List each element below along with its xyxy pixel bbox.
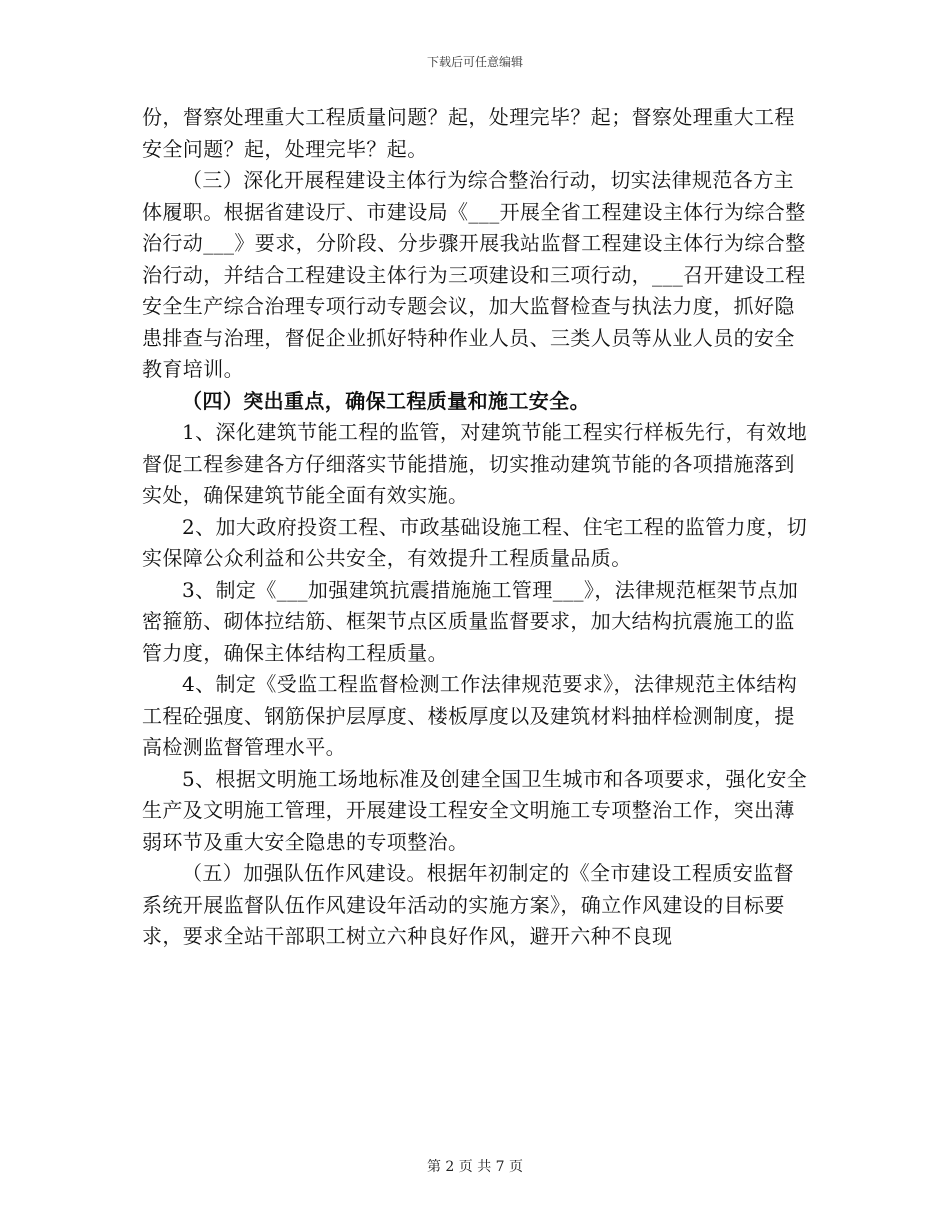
paragraph-item-1: 1、深化建筑节能工程的监管，对建筑节能工程实行样板先行，有效地督促工程参建各方仔细落实节能措施，切实推动建筑节能的各项措施落到实处，确保建筑节能全面有效实施。 bbox=[142, 420, 808, 507]
section-heading-4: （四）突出重点，确保工程质量和施工安全。 bbox=[182, 388, 590, 413]
page-number: 第 2 页 共 7 页 bbox=[426, 1159, 524, 1175]
paragraph-item-2: 2、加大政府投资工程、市政基础设施工程、住宅工程的监管力度，切实保障公众利益和公共安全，有效提升工程质量品质。 bbox=[142, 514, 808, 570]
paragraph-section-3: （三）深化开展程建设主体行为综合整治行动，切实法律规范各方主体履职。根据省建设厅、市建设局《___开展全省工程建设主体行为综合整治行动___》要求，分阶段、分步骤开展我站监督工程建设主体行为综合整治行动，并结合工程建设主体行为三项建设和三项行动，___召开建设工程安全生产综合治理专项行动专题会议，加大监督检查与执法力度，抓好隐患排查与治理，督促企业抓好特种作业人员、三类人员等从业人员的安全教育培训。 bbox=[142, 168, 806, 381]
paragraph-item-4: 4、制定《受监工程监督检测工作法律规范要求》，法律规范主体结构工程砼强度、钢筋保护层厚度、楼板厚度以及建筑材料抽样检测制度，提高检测监督管理水平。 bbox=[142, 672, 798, 759]
document-body bbox=[142, 102, 814, 953]
paragraph-section-5: （五）加强队伍作风建设。根据年初制定的《全市建设工程质安监督系统开展监督队伍作风建设年活动的实施方案》，确立作风建设的目标要求，要求全站干部职工树立六种良好作风，避开六种不良现 bbox=[142, 861, 794, 948]
paragraph-item-5: 5、根据文明施工场地标准及创建全国卫生城市和各项要求，强化安全生产及文明施工管理，开展建设工程安全文明施工专项整治工作，突出薄弱环节及重大安全隐患的专项整治。 bbox=[142, 766, 808, 854]
paragraph-continuation: 份，督察处理重大工程质量问题？起，处理完毕？起；督察处理重大工程安全问题？起，处理完毕？起。 bbox=[142, 105, 795, 161]
paragraph-item-3: 3、制定《___加强建筑抗震措施施工管理___》，法律规范框架节点加密箍筋、砌体拉结筋、框架节点区质量监督要求，加大结构抗震施工的监管力度，确保主体结构工程质量。 bbox=[142, 577, 799, 665]
page-header: 下载后可任意编辑 bbox=[426, 55, 523, 69]
